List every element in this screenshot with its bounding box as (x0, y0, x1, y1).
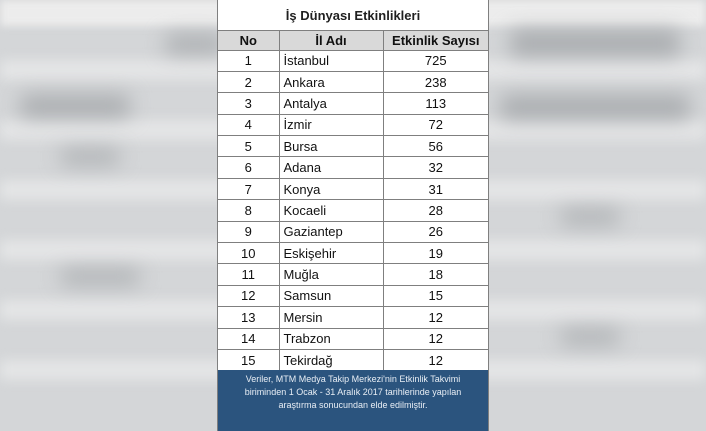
row-number: 11 (218, 264, 279, 285)
row-count: 12 (383, 328, 488, 349)
table-row (218, 178, 488, 199)
table-row (218, 243, 488, 264)
table-row (218, 328, 488, 349)
header-row (218, 31, 488, 50)
row-number: 10 (218, 243, 279, 264)
row-count: 72 (383, 114, 488, 135)
row-count: 12 (383, 349, 488, 370)
row-city: Tekirdağ (279, 349, 383, 370)
table-row (218, 264, 488, 285)
row-count: 238 (383, 71, 488, 92)
row-count: 32 (383, 157, 488, 178)
row-city: İzmir (279, 114, 383, 135)
table-row (218, 200, 488, 221)
row-city: Adana (279, 157, 383, 178)
row-count: 18 (383, 264, 488, 285)
row-city: Trabzon (279, 328, 383, 349)
row-number: 15 (218, 349, 279, 370)
row-count: 725 (383, 50, 488, 71)
row-number: 14 (218, 328, 279, 349)
table-row (218, 136, 488, 157)
row-number: 5 (218, 136, 279, 157)
row-city: Samsun (279, 285, 383, 306)
row-city: Antalya (279, 93, 383, 114)
row-number: 7 (218, 178, 279, 199)
row-city: Eskişehir (279, 243, 383, 264)
row-city: Muğla (279, 264, 383, 285)
row-count: 28 (383, 200, 488, 221)
row-city: İstanbul (279, 50, 383, 71)
row-number: 12 (218, 285, 279, 306)
header-city: İl Adı (279, 31, 383, 50)
row-number: 4 (218, 114, 279, 135)
table-row (218, 93, 488, 114)
table-row (218, 349, 488, 370)
events-table-card (217, 0, 489, 431)
table-row (218, 50, 488, 71)
row-city: Ankara (279, 71, 383, 92)
row-city: Gaziantep (279, 221, 383, 242)
row-count: 19 (383, 243, 488, 264)
row-count: 26 (383, 221, 488, 242)
row-count: 12 (383, 307, 488, 328)
row-number: 1 (218, 50, 279, 71)
row-count: 31 (383, 178, 488, 199)
row-city: Mersin (279, 307, 383, 328)
row-number: 8 (218, 200, 279, 221)
table-row (218, 285, 488, 306)
table-row (218, 307, 488, 328)
row-city: Konya (279, 178, 383, 199)
row-city: Kocaeli (279, 200, 383, 221)
row-count: 56 (383, 136, 488, 157)
row-count: 113 (383, 93, 488, 114)
row-number: 6 (218, 157, 279, 178)
row-number: 9 (218, 221, 279, 242)
table-row (218, 114, 488, 135)
row-number: 2 (218, 71, 279, 92)
header-no: No (218, 31, 279, 50)
table-row (218, 157, 488, 178)
header-count: Etkinlik Sayısı (383, 31, 488, 50)
table-title: İş Dünyası Etkinlikleri (218, 0, 488, 31)
events-table (218, 31, 488, 371)
table-row (218, 71, 488, 92)
row-number: 3 (218, 93, 279, 114)
footnote: Veriler, MTM Medya Takip Merkezi'nin Etkinlik Takvimi biriminden 1 Ocak - 31 Aralık 2017 tarihlerinde yapılan araştırma sonucundan elde edilmiştir. (218, 370, 488, 431)
row-number: 13 (218, 307, 279, 328)
row-city: Bursa (279, 136, 383, 157)
row-count: 15 (383, 285, 488, 306)
table-row (218, 221, 488, 242)
